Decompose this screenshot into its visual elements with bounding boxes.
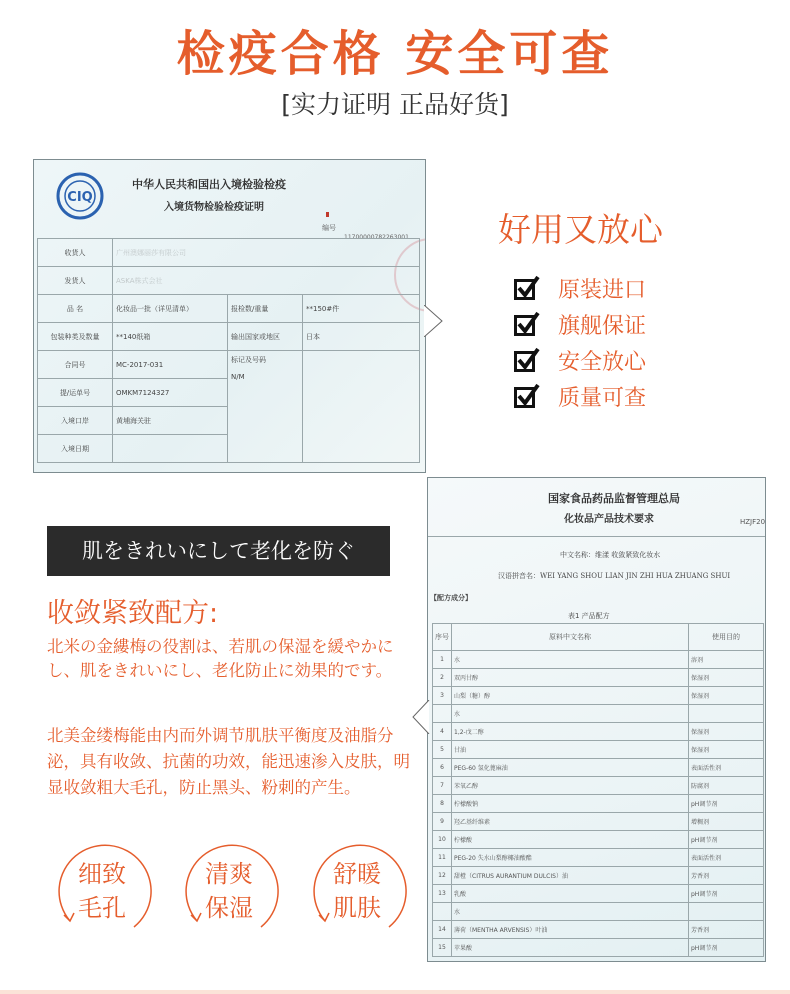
table-row: [433, 777, 764, 795]
bottom-divider: [0, 990, 790, 994]
row-use: 保湿剂: [689, 741, 764, 759]
row-name: 甜橙（CITRUS AURANTIUM DULCIS）油: [452, 867, 689, 885]
header-cell: 使用目的: [689, 624, 764, 651]
row-use: 芳香剂: [689, 867, 764, 885]
feature-item: [514, 270, 646, 306]
row-name: 苹果酸: [452, 939, 689, 957]
formula-table: [432, 623, 764, 957]
row-use: 表面活性剂: [689, 759, 764, 777]
spec-title-1: 国家食品药品监督管理总局: [548, 492, 680, 505]
row-use: pH调节剂: [689, 885, 764, 903]
benefit-text: 舒暖 肌肤: [333, 860, 381, 922]
row-name: PEG-20 失水山梨醇椰油酸酯: [452, 849, 689, 867]
feature-item: [514, 342, 646, 378]
table-row: [38, 351, 420, 379]
table-row: [433, 939, 764, 957]
benefit-circle-moisture: [177, 841, 281, 945]
page-title: 检疫合格 安全可查: [176, 26, 614, 82]
row-value: 化妆品一批（详见清单）: [113, 295, 228, 323]
feature-label: 旗舰保证: [558, 313, 647, 339]
certificate-table: [37, 238, 420, 463]
row-use: pH调节剂: [689, 795, 764, 813]
row-use: pH调节剂: [689, 831, 764, 849]
row-number: [433, 903, 452, 921]
benefit-circle-pores: [50, 841, 154, 945]
row-label: 包装种类及数量: [38, 323, 113, 351]
table-row: [433, 759, 764, 777]
divider: [428, 536, 766, 537]
table-row: [433, 849, 764, 867]
row-label: 收货人: [38, 239, 113, 267]
row-number: 15: [433, 939, 452, 957]
feature-item: [514, 306, 646, 342]
row-value: 广州澳娜丽莎有限公司: [116, 248, 186, 257]
checkbox-checked-icon: [514, 311, 540, 337]
row-label-2: 报检数/重量: [228, 295, 303, 323]
checkbox-checked-icon: [514, 347, 540, 373]
row-use: pH调节剂: [689, 939, 764, 957]
row-use: 表面活性剂: [689, 849, 764, 867]
feature-list: [514, 270, 646, 414]
row-name: 苯氧乙醇: [452, 777, 689, 795]
row-use: 防腐剂: [689, 777, 764, 795]
row-number: 9: [433, 813, 452, 831]
inspection-certificate-image: [33, 159, 426, 473]
row-name: PEG-60 氢化蓖麻油: [452, 759, 689, 777]
row-number: 2: [433, 669, 452, 687]
japanese-banner: 肌をきれいにして老化を防ぐ: [47, 526, 390, 576]
row-label: 发货人: [38, 267, 113, 295]
row-label: 品 名: [38, 295, 113, 323]
serial-label: 编号: [322, 224, 336, 232]
row-use: 保湿剂: [689, 687, 764, 705]
features-title: 好用又放心: [498, 210, 663, 249]
ciq-logo-icon: [54, 170, 106, 222]
table-row: [433, 903, 764, 921]
row-name: 羟乙基纤维素: [452, 813, 689, 831]
row-name: 双丙甘醇: [452, 669, 689, 687]
row-name: 水: [452, 651, 689, 669]
row-label-2: 输出国家或地区: [228, 323, 303, 351]
row-value: [113, 435, 228, 463]
benefit-circle-skin: [305, 841, 409, 945]
row-name: 水: [452, 705, 689, 723]
row-number: 3: [433, 687, 452, 705]
row-value: MC-2017-031: [113, 351, 228, 379]
table-row: [433, 921, 764, 939]
certificate-heading-1: 中华人民共和国出入境检验检疫: [132, 178, 286, 191]
row-number: 11: [433, 849, 452, 867]
row-use: 溶剂: [689, 651, 764, 669]
row-number: 1: [433, 651, 452, 669]
row-number: 12: [433, 867, 452, 885]
table-row: [38, 267, 420, 295]
row-value-2: **150#件: [303, 295, 420, 323]
table-row: [433, 687, 764, 705]
page-subtitle: [实力证明 正品好货]: [281, 90, 509, 119]
row-use: [689, 903, 764, 921]
row-value: ASKA株式会社: [116, 276, 163, 285]
row-label-2: 标记及号码: [231, 356, 266, 364]
row-use: 增稠剂: [689, 813, 764, 831]
spec-section: 【配方成分】: [430, 594, 472, 602]
row-label: 入境日期: [38, 435, 113, 463]
benefit-text: 清爽 保湿: [205, 860, 253, 922]
row-use: [689, 705, 764, 723]
row-name: 甘油: [452, 741, 689, 759]
row-number: 6: [433, 759, 452, 777]
checkbox-checked-icon: [514, 383, 540, 409]
row-number: 7: [433, 777, 452, 795]
table-row: [38, 323, 420, 351]
row-use: 保湿剂: [689, 723, 764, 741]
spec-cn-name: 中文名称：维漾 收敛紧致化妆水: [560, 551, 661, 559]
table-row: [433, 669, 764, 687]
pointer-notch-left: [412, 700, 430, 734]
table-row: [433, 795, 764, 813]
row-name: 柠檬酸: [452, 831, 689, 849]
feature-label: 原装进口: [558, 277, 647, 303]
row-use: 芳香剂: [689, 921, 764, 939]
row-label: 提/运单号: [38, 379, 113, 407]
table-row: [433, 741, 764, 759]
spec-title-2: 化妆品产品技术要求: [564, 514, 654, 525]
row-name: 水: [452, 903, 689, 921]
table-header-row: [433, 624, 764, 651]
pointer-notch-right: [424, 305, 444, 337]
row-number: 14: [433, 921, 452, 939]
table-row: [433, 867, 764, 885]
row-name: 1,2-戊二醇: [452, 723, 689, 741]
row-value: **140纸箱: [113, 323, 228, 351]
table-row: [433, 723, 764, 741]
row-value: 黄埔海关驻: [113, 407, 228, 435]
spec-code: HZJF20: [740, 518, 766, 526]
japanese-description: 北米の金縷梅の役割は、若肌の保湿を緩やかにし、肌をきれいにし、老化防止に効果的です。: [47, 637, 394, 680]
product-spec-document-image: [427, 477, 766, 962]
row-number: 5: [433, 741, 452, 759]
ciq-logo-text: CIQ: [67, 190, 93, 205]
row-number: 4: [433, 723, 452, 741]
chinese-description: 北美金缕梅能由内而外调节肌肤平衡度及油脂分泌，具有收敛、抗菌的功效，能迅速渗入皮肤，明显收敛粗大毛孔，防止黑头、粉刺的产生。: [47, 726, 410, 797]
feature-label: 质量可查: [558, 385, 647, 411]
feature-item: [514, 378, 646, 414]
row-label: 合同号: [38, 351, 113, 379]
row-name: 柠檬酸钠: [452, 795, 689, 813]
checkbox-checked-icon: [514, 275, 540, 301]
row-number: [433, 705, 452, 723]
red-mark: [326, 212, 329, 217]
spec-pinyin: 汉语拼音名：WEI YANG SHOU LIAN JIN ZHI HUA ZHUANG SHUI: [498, 572, 731, 580]
row-number: 8: [433, 795, 452, 813]
serial-number: 11700000782263001: [344, 234, 409, 241]
benefit-text: 细致 毛孔: [78, 860, 126, 922]
feature-label: 安全放心: [558, 349, 647, 375]
table-row: [433, 651, 764, 669]
header-cell: 原料中文名称: [452, 624, 689, 651]
table-row: [38, 295, 420, 323]
row-value-2: N/M: [231, 373, 245, 381]
certificate-heading-2: 入境货物检验检疫证明: [164, 202, 264, 213]
row-number: 13: [433, 885, 452, 903]
row-use: 保湿剂: [689, 669, 764, 687]
table-row: [433, 885, 764, 903]
table-row: [433, 831, 764, 849]
header-cell: 序号: [433, 624, 452, 651]
spec-table-caption: 表1 产品配方: [568, 612, 610, 620]
row-value: OMKM7124327: [113, 379, 228, 407]
row-name: 山梨（糖）醇: [452, 687, 689, 705]
table-row: [433, 813, 764, 831]
row-number: 10: [433, 831, 452, 849]
table-row: [433, 705, 764, 723]
row-name: 乳酸: [452, 885, 689, 903]
formula-title: 收敛紧致配方:: [47, 598, 219, 629]
row-value-2: 日本: [303, 323, 420, 351]
table-row: [38, 239, 420, 267]
row-label: 入境口岸: [38, 407, 113, 435]
row-name: 薄荷（MENTHA ARVENSIS）叶油: [452, 921, 689, 939]
